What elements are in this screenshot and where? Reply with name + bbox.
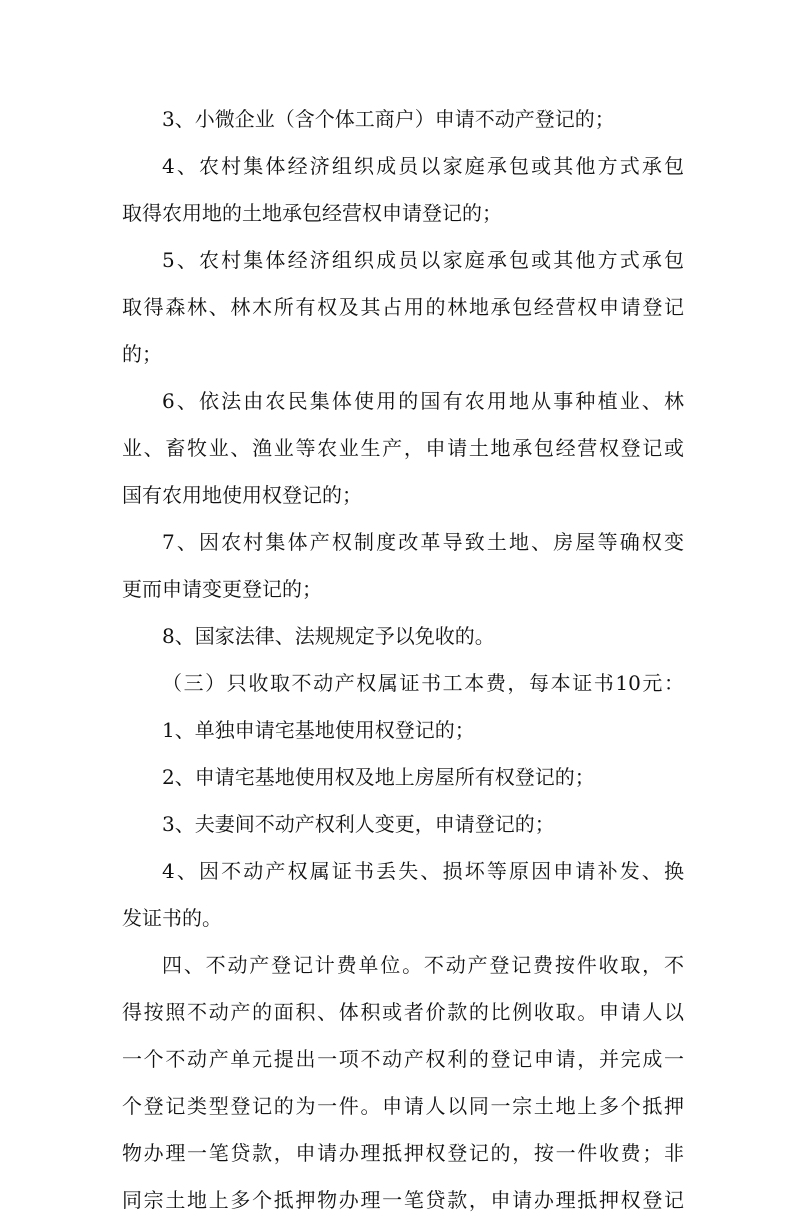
text-line: 个登记类型登记的为一件。申请人以同一宗土地上多个抵押 (122, 1094, 684, 1118)
text-line: 1、单独申请宅基地使用权登记的； (162, 718, 475, 742)
text-line: 一个不动产单元提出一项不动产权利的登记申请，并完成一 (122, 1047, 684, 1071)
text-line: （三）只收取不动产权属证书工本费，每本证书10元： (162, 671, 684, 695)
text-line: 3、夫妻间不动产权利人变更，申请登记的； (162, 812, 555, 836)
text-line: 8、国家法律、法规规定予以免收的。 (162, 624, 495, 648)
text-line: 4、因不动产权属证书丢失、损坏等原因申请补发、换 (162, 859, 684, 883)
text-line: 得按照不动产的面积、体积或者价款的比例收取。申请人以 (122, 1000, 684, 1024)
text-line: 国有农用地使用权登记的； (122, 483, 362, 507)
text-line: 的； (122, 342, 162, 366)
text-line: 5、农村集体经济组织成员以家庭承包或其他方式承包 (162, 248, 684, 272)
text-line: 4、农村集体经济组织成员以家庭承包或其他方式承包 (162, 154, 684, 178)
text-line: 四、不动产登记计费单位。不动产登记费按件收取，不 (162, 953, 684, 977)
body-text (122, 96, 684, 1224)
text-line: 更而申请变更登记的； (122, 577, 322, 601)
text-line: 7、因农村集体产权制度改革导致土地、房屋等确权变 (162, 530, 684, 554)
text-line: 物办理一笔贷款，申请办理抵押权登记的，按一件收费；非 (122, 1141, 684, 1165)
text-line: 2、申请宅基地使用权及地上房屋所有权登记的； (162, 765, 595, 789)
text-line: 发证书的。 (122, 906, 222, 930)
text-line: 同宗土地上多个抵押物办理一笔贷款，申请办理抵押权登记 (122, 1188, 684, 1212)
text-line: 取得农用地的土地承包经营权申请登记的； (122, 201, 502, 225)
text-line: 3、小微企业（含个体工商户）申请不动产登记的； (162, 107, 615, 131)
text-line: 业、畜牧业、渔业等农业生产，申请土地承包经营权登记或 (122, 436, 684, 460)
text-line: 6、依法由农民集体使用的国有农用地从事种植业、林 (162, 389, 684, 413)
text-line: 取得森林、林木所有权及其占用的林地承包经营权申请登记 (122, 295, 684, 319)
